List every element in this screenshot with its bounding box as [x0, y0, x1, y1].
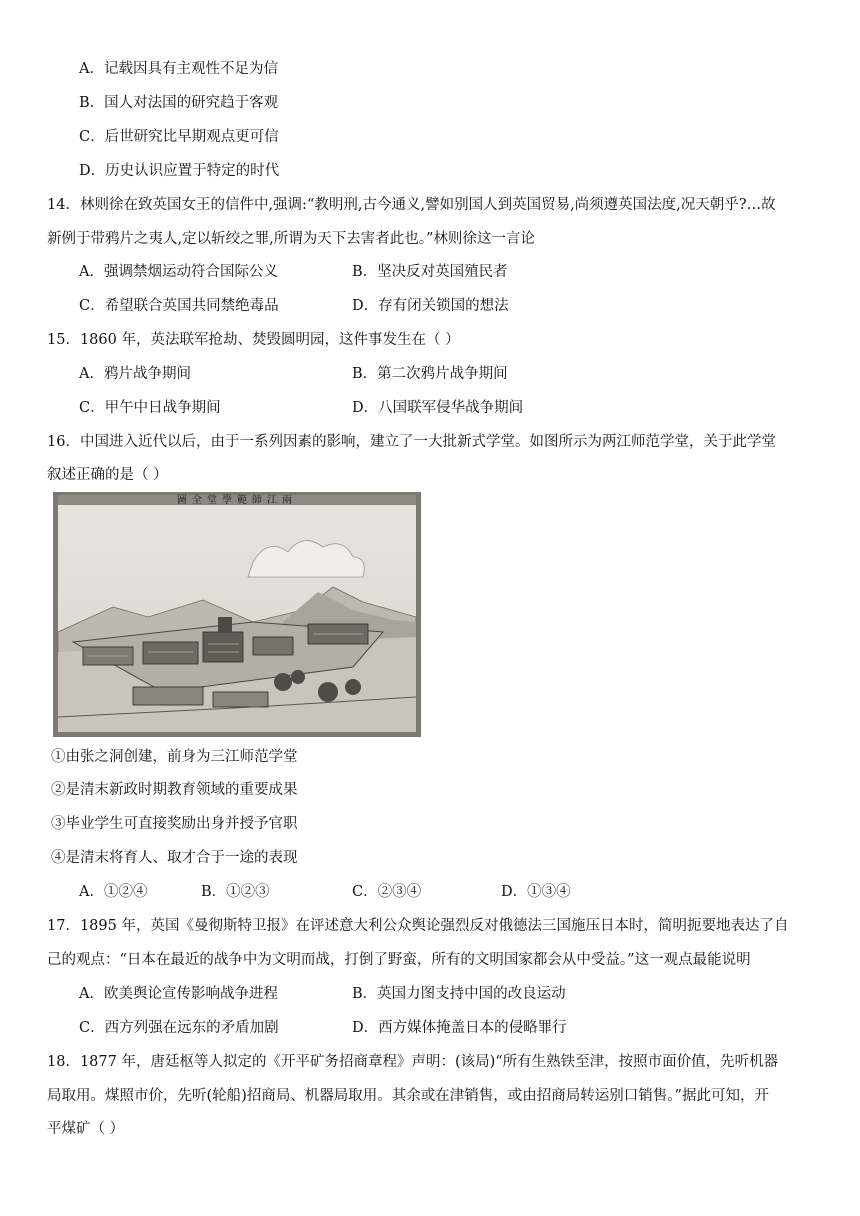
q16-stem-line-1: 16．中国进入近代以后，由于一系列因素的影响，建立了一大批新式学堂。如图所示为两江师范学堂，关于此学堂 [47, 434, 776, 450]
q15-option-d: D．八国联军侵华战争期间 [352, 400, 524, 416]
q16-stem-line-2: 叙述正确的是（ ） [47, 467, 168, 483]
q13-option-b: B．国人对法国的研究趋于客观 [79, 95, 279, 111]
q14-option-c: C．希望联合英国共同禁绝毒品 [79, 298, 279, 314]
q16-option-d: D．①③④ [501, 884, 571, 900]
q14-option-d: D．存有闭关锁国的想法 [352, 298, 509, 314]
school-engraving-image [53, 492, 421, 737]
q14-stem-line-2: 新例于带鸦片之夷人,定以斩绞之罪,所谓为天下去害者此也。”林则徐这一言论 [47, 231, 535, 247]
q18-stem-line-1: 18．1877 年，唐廷枢等人拟定的《开平矿务招商章程》声明：(该局)“所有生熟铁至津，按照市面价值，先听机器 [47, 1054, 779, 1070]
q15-option-b: B．第二次鸦片战争期间 [352, 366, 508, 382]
q17-option-c: C．西方列强在远东的矛盾加剧 [79, 1020, 279, 1036]
q18-stem-line-2: 局取用。煤照市价，先听(轮船)招商局、机器局取用。其余或在津销售，或由招商局转运别口销售。”据此可知，开 [47, 1088, 769, 1104]
q15-option-a: A．鸦片战争期间 [79, 366, 191, 382]
q13-option-d: D．历史认识应置于特定的时代 [79, 163, 280, 179]
q16-statement-3: ③毕业学生可直接奖励出身并授予官职 [51, 816, 298, 832]
q16-statement-1: ①由张之洞创建，前身为三江师范学堂 [51, 749, 298, 765]
q14-stem-line-1: 14．林则徐在致英国女王的信件中,强调:“教明刑,古今通义,譬如别国人到英国贸易,尚须遵英国法度,况天朝乎?…故 [47, 197, 776, 213]
q15-stem: 15．1860 年，英法联军抢劫、焚毁圆明园，这件事发生在（ ） [47, 332, 460, 348]
q16-option-b: B．①②③ [201, 884, 270, 900]
q17-stem-line-1: 17．1895 年，英国《曼彻斯特卫报》在评述意大利公众舆论强烈反对俄德法三国施压日本时，简明扼要地表达了自 [47, 918, 789, 934]
q16-option-c: C．②③④ [352, 884, 422, 900]
q16-statement-2: ②是清末新政时期教育领域的重要成果 [51, 782, 298, 798]
q13-option-a: A．记载因具有主观性不足为信 [79, 61, 278, 77]
q17-option-b: B．英国力图支持中国的改良运动 [352, 986, 566, 1002]
q16-statement-4: ④是清末将育人、取才合于一途的表现 [51, 850, 298, 866]
q17-option-a: A．欧美舆论宣传影响战争进程 [79, 986, 278, 1002]
q15-option-c: C．甲午中日战争期间 [79, 400, 221, 416]
q17-option-d: D．西方媒体掩盖日本的侵略罪行 [352, 1020, 567, 1036]
q14-option-a: A．强调禁烟运动符合国际公义 [79, 264, 278, 280]
q17-stem-line-2: 己的观点：“日本在最近的战争中为文明而战，打倒了野蛮，所有的文明国家都会从中受益。”这一观点最能说明 [47, 952, 751, 968]
q16-option-a: A．①②④ [79, 884, 148, 900]
image-caption: 圖全堂學範師江兩 [177, 495, 297, 506]
q13-option-c: C．后世研究比早期观点更可信 [79, 129, 279, 145]
q14-option-b: B．坚决反对英国殖民者 [352, 264, 508, 280]
q18-stem-line-3: 平煤矿（ ） [47, 1121, 125, 1137]
